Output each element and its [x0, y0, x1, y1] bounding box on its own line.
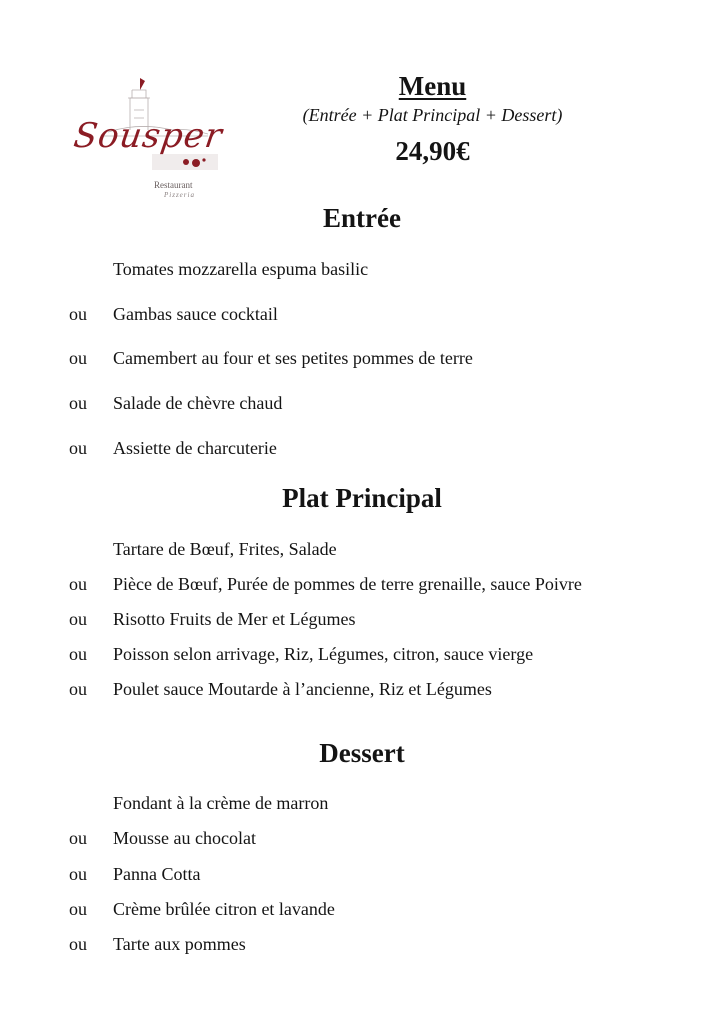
item-prefix: ou — [69, 393, 87, 413]
menu-title: Menu — [398, 71, 467, 101]
item-prefix: ou — [69, 864, 87, 884]
item-prefix: ou — [69, 438, 87, 458]
item-label: Crème brûlée citron et lavande — [113, 899, 335, 919]
item-label: Poulet sauce Moutarde à l’ancienne, Riz et Légumes — [113, 679, 492, 699]
menu-price: 24,90€ — [395, 136, 470, 166]
item-label: Camembert au four et ses petites pommes de terre — [113, 348, 473, 368]
item-prefix: ou — [69, 828, 87, 848]
item-label: Salade de chèvre chaud — [113, 393, 283, 413]
item-prefix: ou — [69, 899, 87, 919]
item-prefix: ou — [69, 934, 87, 954]
section-title-plat-principal: Plat Principal — [282, 483, 442, 513]
item-prefix: ou — [69, 304, 87, 324]
item-prefix: ou — [69, 679, 87, 699]
logo-brand-name: Sousper — [71, 116, 226, 156]
item-label: Mousse au chocolat — [113, 828, 256, 848]
item-prefix: ou — [69, 348, 87, 368]
menu-subtitle: (Entrée + Plat Principal + Dessert) — [302, 105, 563, 125]
section-title-entree: Entrée — [323, 203, 401, 233]
item-label: Tartare de Bœuf, Frites, Salade — [113, 539, 337, 559]
item-label: Tarte aux pommes — [113, 934, 246, 954]
logo-line-pizzeria: Pizzeria — [164, 191, 195, 199]
item-label: Assiette de charcuterie — [113, 438, 277, 458]
item-label: Pièce de Bœuf, Purée de pommes de terre grenaille, sauce Poivre — [113, 574, 582, 594]
section-title-dessert: Dessert — [319, 738, 405, 768]
restaurant-logo — [68, 70, 228, 205]
item-prefix: ou — [69, 609, 87, 629]
item-label: Gambas sauce cocktail — [113, 304, 278, 324]
item-label: Risotto Fruits de Mer et Légumes — [113, 609, 356, 629]
item-label: Fondant à la crème de marron — [113, 793, 329, 813]
item-prefix: ou — [69, 574, 87, 594]
menu-header — [280, 70, 585, 167]
logo-line-restaurant: Restaurant — [154, 180, 193, 190]
item-label: Tomates mozzarella espuma basilic — [113, 259, 369, 279]
item-label: Poisson selon arrivage, Riz, Légumes, citron, sauce vierge — [113, 644, 534, 664]
item-label: Panna Cotta — [113, 864, 201, 884]
item-prefix: ou — [69, 644, 87, 664]
